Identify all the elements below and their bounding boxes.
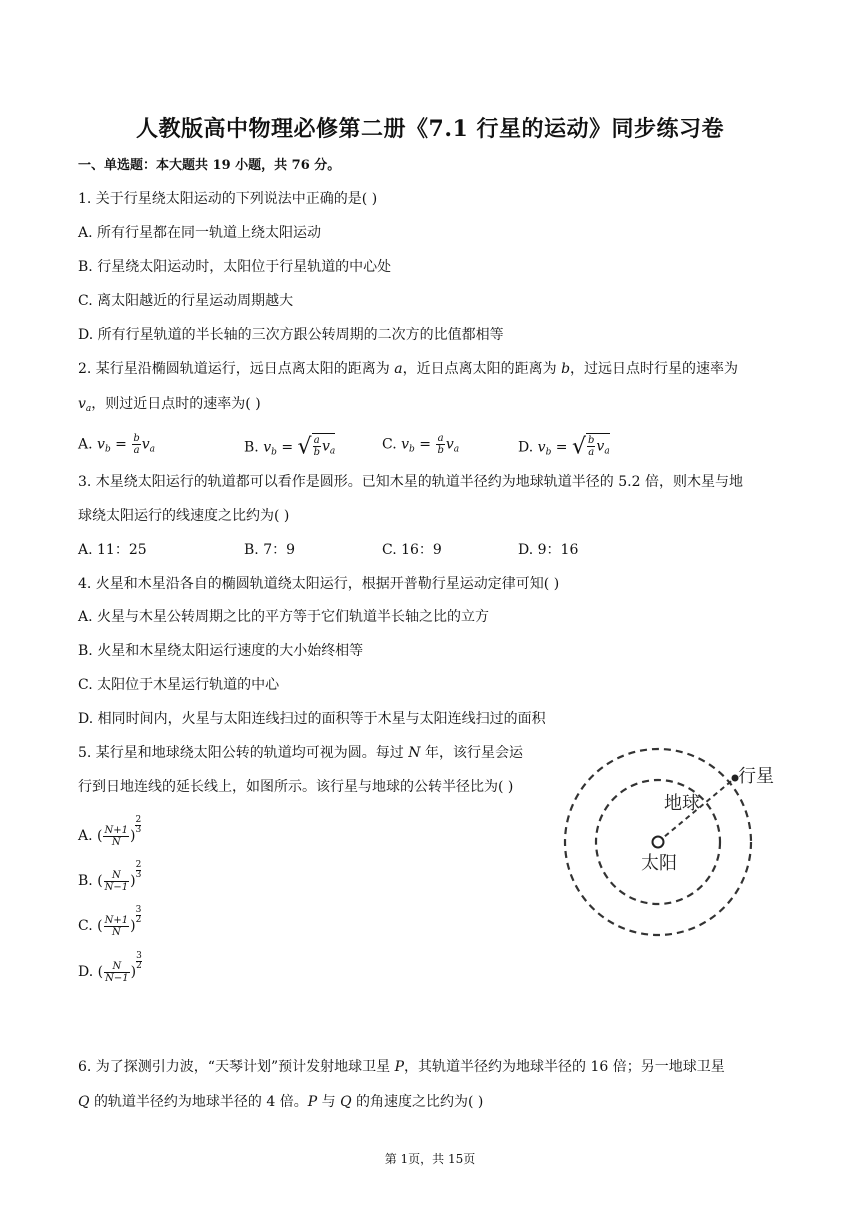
q5-exp-den: 2 bbox=[136, 961, 142, 971]
q2-v: v bbox=[596, 438, 605, 455]
q2-sub-a: a bbox=[604, 446, 610, 457]
q5-exp-den: 2 bbox=[135, 915, 142, 925]
q6-var-p: P bbox=[394, 1059, 404, 1075]
q2-fraction bbox=[587, 435, 595, 458]
q2-sub-b: b bbox=[104, 444, 111, 455]
q2-text-1: 2. 某行星沿椭圆轨道运行，远日点离太阳的距离为 bbox=[78, 361, 390, 377]
q2-frac-num: b bbox=[133, 433, 140, 444]
earth-label: 地球 bbox=[664, 793, 700, 814]
q4-option-b: B. 火星和木星绕太阳运行速度的大小始终相等 bbox=[78, 643, 364, 659]
q5-exp-den: 3 bbox=[135, 825, 142, 835]
q2-sub-b: b bbox=[409, 444, 415, 455]
q2-sub-a: a bbox=[453, 444, 460, 455]
q5-option-c: C. ( $\frac{N+1}{N}$ ) $\frac{3}{2}$ bbox=[78, 905, 142, 938]
q2-stem-line1 bbox=[78, 359, 738, 379]
q5-text-2: 年，该行星会运 bbox=[424, 745, 523, 761]
q5-label-d: D. bbox=[78, 964, 94, 980]
q6-var-q: Q bbox=[340, 1094, 352, 1110]
page-title: 人教版高中物理必修第二册《7.1 行星的运动》同步练习卷 bbox=[136, 116, 724, 142]
q2-v: v bbox=[263, 439, 272, 456]
q2-frac-den: b bbox=[313, 447, 320, 458]
q1-option-a: A. 所有行星都在同一轨道上绕太阳运动 bbox=[78, 225, 322, 241]
q6-stem-line1 bbox=[78, 1057, 725, 1077]
q2-fraction bbox=[436, 433, 444, 456]
q3-option-c: C. 16：9 bbox=[382, 542, 442, 558]
q5-frac-den: N−1 bbox=[105, 972, 129, 984]
q2-option-a: A. $v_b$ = $\frac{b}{a}$ $v_a$ bbox=[78, 433, 156, 456]
q2-frac-num: b bbox=[588, 435, 595, 446]
planet-label: 行星 bbox=[738, 766, 774, 787]
section-heading: 一、单选题：本大题共 19 小题，共 76 分。 bbox=[78, 158, 341, 173]
q5-var-n: N bbox=[408, 745, 421, 761]
q2-sqrt: √ $\frac{b}{a}$ $v_a$ bbox=[572, 433, 610, 462]
q2-v: v bbox=[445, 436, 454, 453]
q5-exp-num: 2 bbox=[135, 860, 142, 870]
q2-sub-a: a bbox=[149, 444, 156, 455]
q5-frac-num: N+1 bbox=[104, 824, 128, 836]
q5-frac-den: N bbox=[111, 926, 121, 938]
q4-option-c: C. 太阳位于木星运行轨道的中心 bbox=[78, 677, 280, 693]
q2-v: v bbox=[321, 438, 330, 455]
q2-frac-den: a bbox=[588, 447, 595, 458]
q5-label-b: B. bbox=[78, 873, 93, 889]
q3-stem-line1: 3. 木星绕太阳运行的轨道都可以看作是圆形。已知木星的轨道半径约为地球轨道半径的 5.2 倍，则木星与地 bbox=[78, 474, 743, 490]
q2-v: v bbox=[537, 439, 546, 456]
q2-sub-b: b bbox=[271, 447, 277, 458]
q1-option-b: B. 行星绕太阳运动时，太阳位于行星轨道的中心处 bbox=[78, 259, 392, 275]
q5-option-a: A. ( $\frac{N+1}{N}$ ) $\frac{2}{3}$ bbox=[78, 815, 142, 848]
q2-text-3: ，过远日点时行星的速率为 bbox=[570, 361, 739, 377]
q5-exponent bbox=[136, 861, 142, 880]
q5-fraction bbox=[104, 961, 130, 984]
q3-stem-line2: 球绕太阳运行的线速度之比约为( ) bbox=[78, 508, 290, 524]
q5-exp-den: 3 bbox=[135, 870, 142, 880]
q2-frac-den: a bbox=[133, 445, 140, 456]
q5-label-c: C. bbox=[78, 918, 93, 934]
q6-text-2: ，其轨道半径约为地球半径的 16 倍；另一地球卫星 bbox=[404, 1059, 725, 1075]
page-footer: 第 1页，共 15页 bbox=[384, 1152, 476, 1166]
q5-exp-num: 2 bbox=[135, 815, 142, 825]
q5-frac-num: N bbox=[104, 870, 130, 882]
q2-sqrt: √ $\frac{a}{b}$ $v_a$ bbox=[298, 433, 336, 462]
q5-option-b: B. ( $\frac{N}{N-1}$ ) $\frac{2}{3}$ bbox=[78, 860, 142, 893]
q2-text-2: ，近日点离太阳的距离为 bbox=[402, 361, 557, 377]
q5-exp-num: 3 bbox=[135, 905, 142, 915]
q5-fraction bbox=[104, 915, 130, 938]
q6-text-3: 的轨道半径约为地球半径的 4 倍。 bbox=[93, 1094, 308, 1110]
q6-var-p: P bbox=[307, 1094, 318, 1110]
q2-var-b: b bbox=[561, 361, 571, 377]
q5-exp-num: 3 bbox=[136, 951, 142, 961]
q5-frac-den: N−1 bbox=[104, 881, 129, 893]
q2-frac-den: b bbox=[437, 445, 444, 456]
q2-sub-a: a bbox=[85, 404, 92, 414]
q6-text-5: 的角速度之比约为( ) bbox=[356, 1094, 484, 1110]
q5-frac-den: N bbox=[111, 836, 121, 848]
q2-sub-a: a bbox=[329, 446, 336, 457]
q6-stem-line2 bbox=[78, 1092, 483, 1112]
q2-v: v bbox=[97, 436, 105, 453]
q2-label-b: B. bbox=[244, 439, 259, 456]
q2-label-a: A. bbox=[78, 436, 93, 453]
q5-text-1: 5. 某行星和地球绕太阳公转的轨道均可视为圆。每过 bbox=[78, 745, 404, 761]
q2-option-b: B. $v_b$ = √ $\frac{a}{b}$ $v_a$ bbox=[244, 433, 335, 462]
q3-option-d: D. 9：16 bbox=[518, 542, 579, 558]
q1-option-d: D. 所有行星轨道的半长轴的三次方跟公转周期的二次方的比值都相等 bbox=[78, 327, 504, 343]
q3-option-b: B. 7：9 bbox=[244, 542, 296, 558]
q2-frac-num: a bbox=[313, 435, 320, 446]
q5-exponent bbox=[136, 906, 142, 925]
q2-option-c: C. $v_b$ = $\frac{a}{b}$ $v_a$ bbox=[382, 433, 460, 456]
q5-fraction bbox=[103, 825, 129, 848]
q5-exponent bbox=[136, 952, 142, 971]
q2-fraction bbox=[313, 435, 321, 458]
orbit-diagram bbox=[560, 738, 788, 956]
q1-option-c: C. 离太阳越近的行星运动周期越大 bbox=[78, 293, 294, 309]
q4-stem: 4. 火星和木星沿各自的椭圆轨道绕太阳运行，根据开普勒行星运动定律可知( ) bbox=[78, 576, 560, 592]
q5-exponent bbox=[135, 816, 141, 835]
sun-label: 太阳 bbox=[641, 853, 677, 874]
sun-marker bbox=[653, 837, 664, 848]
q5-fraction bbox=[104, 870, 130, 893]
q2-text-4: ，则过近日点时的速率为( ) bbox=[91, 396, 261, 412]
q2-option-d: D. $v_b$ = √ $\frac{b}{a}$ $v_a$ bbox=[518, 433, 610, 462]
q6-var-q: Q bbox=[78, 1094, 90, 1110]
q4-option-a: A. 火星与木星公转周期之比的平方等于它们轨道半长轴之比的立方 bbox=[78, 609, 490, 625]
q2-label-d: D. bbox=[518, 439, 534, 456]
q2-fraction bbox=[132, 433, 140, 456]
q4-option-d: D. 相同时间内，火星与太阳连线扫过的面积等于木星与太阳连线扫过的面积 bbox=[78, 711, 546, 727]
q5-frac-num: N bbox=[104, 961, 130, 973]
q2-sub-b: b bbox=[545, 447, 552, 458]
q2-stem-line2 bbox=[78, 394, 261, 419]
q3-option-a: A. 11：25 bbox=[78, 542, 147, 558]
q5-frac-num: N+1 bbox=[104, 914, 129, 926]
q2-frac-num: a bbox=[437, 433, 444, 444]
q2-v: v bbox=[141, 436, 150, 453]
q1-stem: 1. 关于行星绕太阳运动的下列说法中正确的是( ) bbox=[78, 191, 378, 207]
q5-label-a: A. bbox=[78, 828, 93, 844]
q5-stem-line1 bbox=[78, 743, 523, 763]
q2-var-a: a bbox=[394, 361, 403, 377]
q2-v: v bbox=[401, 436, 410, 453]
q2-label-c: C. bbox=[382, 436, 397, 453]
q2-v: v bbox=[78, 396, 86, 412]
q5-stem-line2: 行到日地连线的延长线上，如图所示。该行星与地球的公转半径比为( ) bbox=[78, 779, 514, 795]
q5-option-d: D. ( $\frac{N}{N-1}$ ) $\frac{3}{2}$ bbox=[78, 951, 142, 984]
q6-text-1: 6. 为了探测引力波，“天琴计划”预计发射地球卫星 bbox=[78, 1059, 391, 1075]
q6-text-4: 与 bbox=[321, 1094, 336, 1110]
